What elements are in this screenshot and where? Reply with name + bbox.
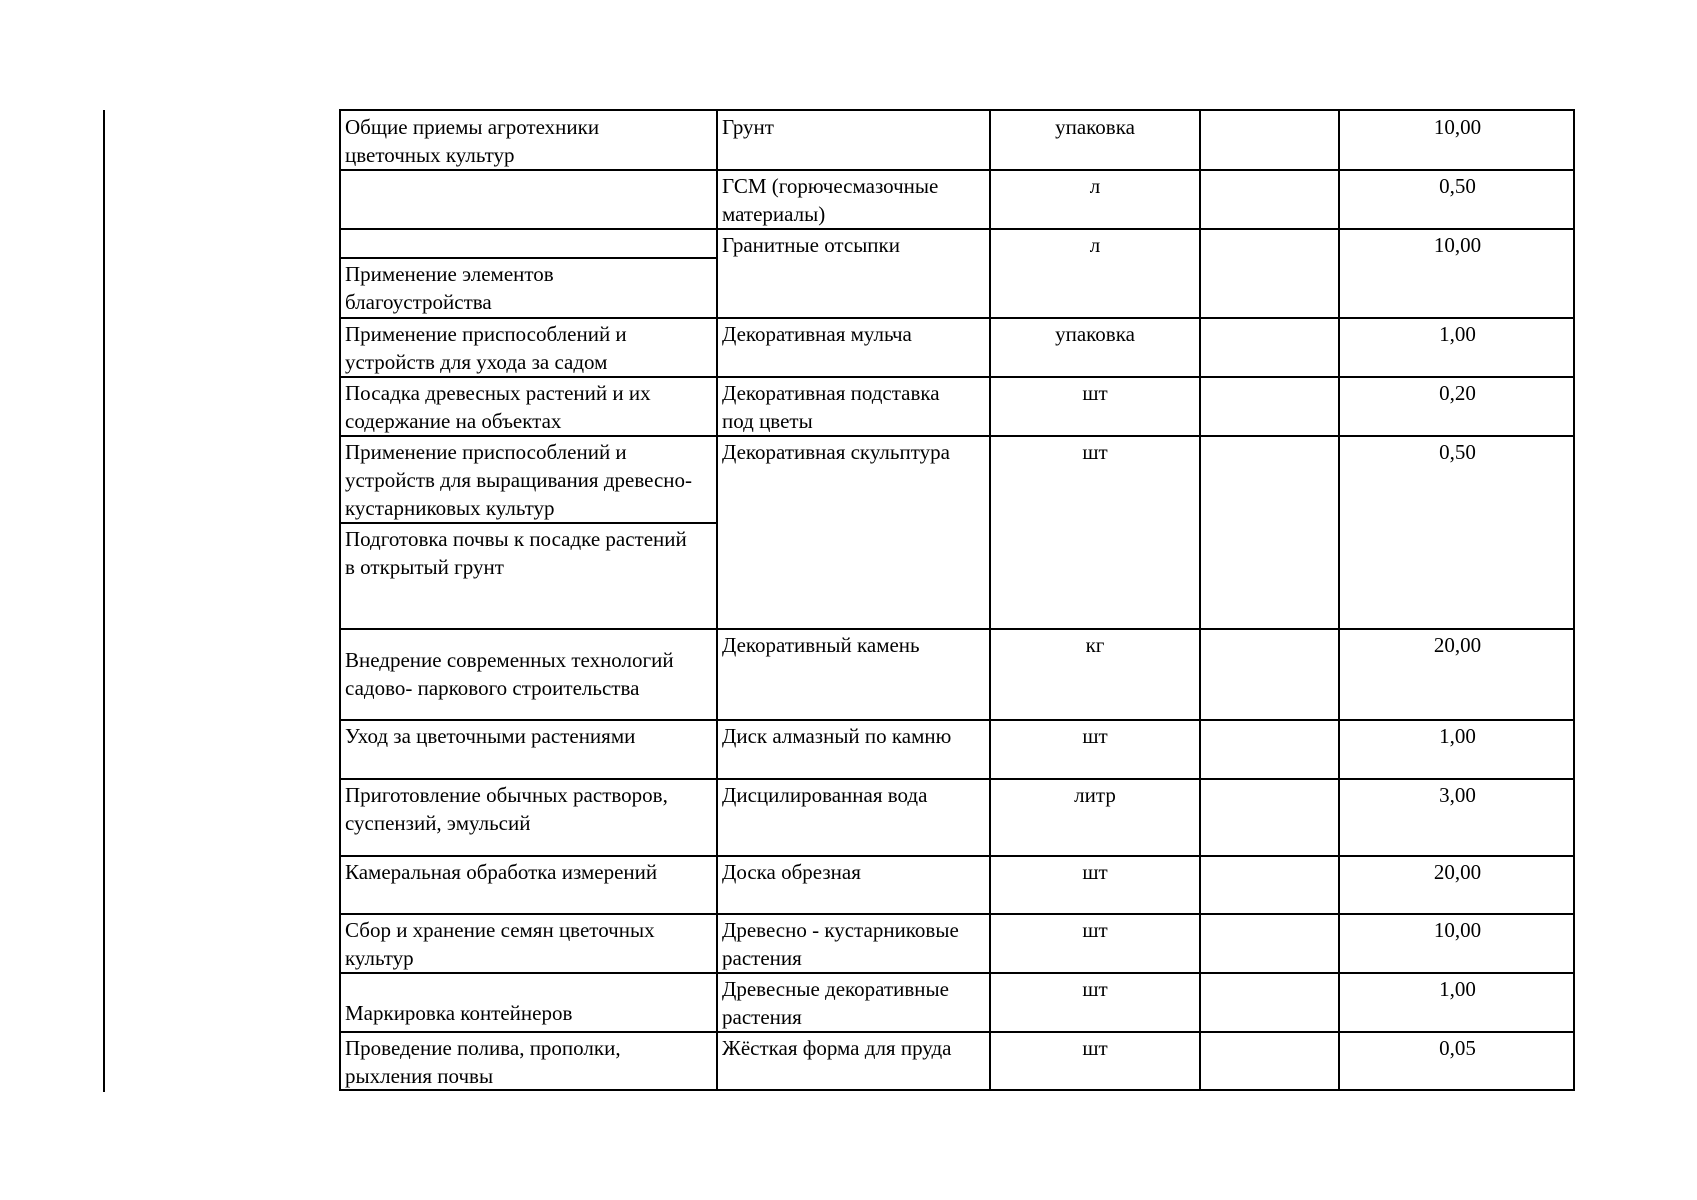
quantity-cell: 3,00 — [1439, 783, 1476, 807]
unit-cell: литр — [1074, 783, 1116, 807]
material-name-cell: Древесные декоративные растения — [722, 977, 949, 1029]
topic-cell — [341, 229, 717, 257]
unit-cell: л — [1089, 233, 1101, 257]
material-name-cell: ГСМ (горючесмазочные материалы) — [722, 174, 939, 226]
topic-cell: Общие приемы агротехники цветочных культур — [345, 115, 600, 167]
material-name-cell: Грунт — [722, 115, 774, 139]
material-name-cell: Гранитные отсыпки — [722, 233, 900, 257]
material-name-cell: Дисцилированная вода — [722, 783, 928, 807]
material-name-cell: Диск алмазный по камню — [722, 724, 952, 748]
unit-cell: шт — [1082, 724, 1108, 748]
unit-cell: шт — [1082, 381, 1108, 405]
unit-cell: шт — [1082, 440, 1108, 464]
topic-cell: Проведение полива, прополки, рыхления почвы — [345, 1036, 621, 1088]
unit-cell: упаковка — [1055, 322, 1135, 346]
quantity-cell: 0,50 — [1439, 174, 1476, 198]
material-name-cell: Жёсткая форма для пруда — [722, 1036, 952, 1060]
unit-cell: л — [1089, 174, 1101, 198]
topic-cell — [341, 170, 717, 228]
quantity-cell: 0,50 — [1439, 440, 1476, 464]
quantity-cell: 0,20 — [1439, 381, 1476, 405]
quantity-cell: 20,00 — [1433, 633, 1482, 657]
column-divider — [1199, 111, 1201, 1089]
unit-cell: шт — [1082, 977, 1108, 1001]
topic-cell: Уход за цветочными растениями — [345, 724, 636, 748]
quantity-cell: 1,00 — [1439, 977, 1476, 1001]
topic-cell: Применение элементов благоустройства — [345, 262, 554, 314]
unit-cell: кг — [1085, 633, 1105, 657]
material-name-cell: Доска обрезная — [722, 860, 861, 884]
quantity-cell: 10,00 — [1433, 233, 1482, 257]
quantity-cell: 10,00 — [1433, 918, 1482, 942]
topic-cell: Применение приспособлений и устройств для ухода за садом — [345, 322, 627, 374]
quantity-cell: 1,00 — [1439, 322, 1476, 346]
topic-cell: Сбор и хранение семян цветочных культур — [345, 918, 655, 970]
topic-cell: Маркировка контейнеров — [345, 1001, 573, 1025]
unit-cell: шт — [1082, 1036, 1108, 1060]
material-name-cell: Декоративный камень — [722, 633, 920, 657]
topic-cell: Подготовка почвы к посадке растений в открытый грунт — [345, 527, 687, 579]
material-name-cell: Декоративная скульптура — [722, 440, 950, 464]
topic-cell: Посадка древесных растений и их содержание на объектах — [345, 381, 651, 433]
material-name-cell: Декоративная мульча — [722, 322, 912, 346]
topic-cell: Приготовление обычных растворов, суспензий, эмульсий — [345, 783, 668, 835]
quantity-cell: 0,05 — [1439, 1036, 1476, 1060]
material-name-cell: Декоративная подставка под цветы — [722, 381, 940, 433]
topic-cell: Камеральная обработка измерений — [345, 860, 658, 884]
left-margin-line — [103, 110, 105, 1092]
quantity-cell: 10,00 — [1433, 115, 1482, 139]
material-name-cell: Древесно - кустарниковые растения — [722, 918, 959, 970]
unit-cell: упаковка — [1055, 115, 1135, 139]
unit-cell: шт — [1082, 918, 1108, 942]
unit-cell: шт — [1082, 860, 1108, 884]
topic-cell: Применение приспособлений и устройств для выращивания древесно- кустарниковых культур — [345, 440, 693, 520]
quantity-cell: 1,00 — [1439, 724, 1476, 748]
topic-cell: Внедрение современных технологий садово- паркового строительства — [345, 648, 674, 700]
quantity-cell: 20,00 — [1433, 860, 1482, 884]
materials-table — [339, 109, 1575, 1091]
